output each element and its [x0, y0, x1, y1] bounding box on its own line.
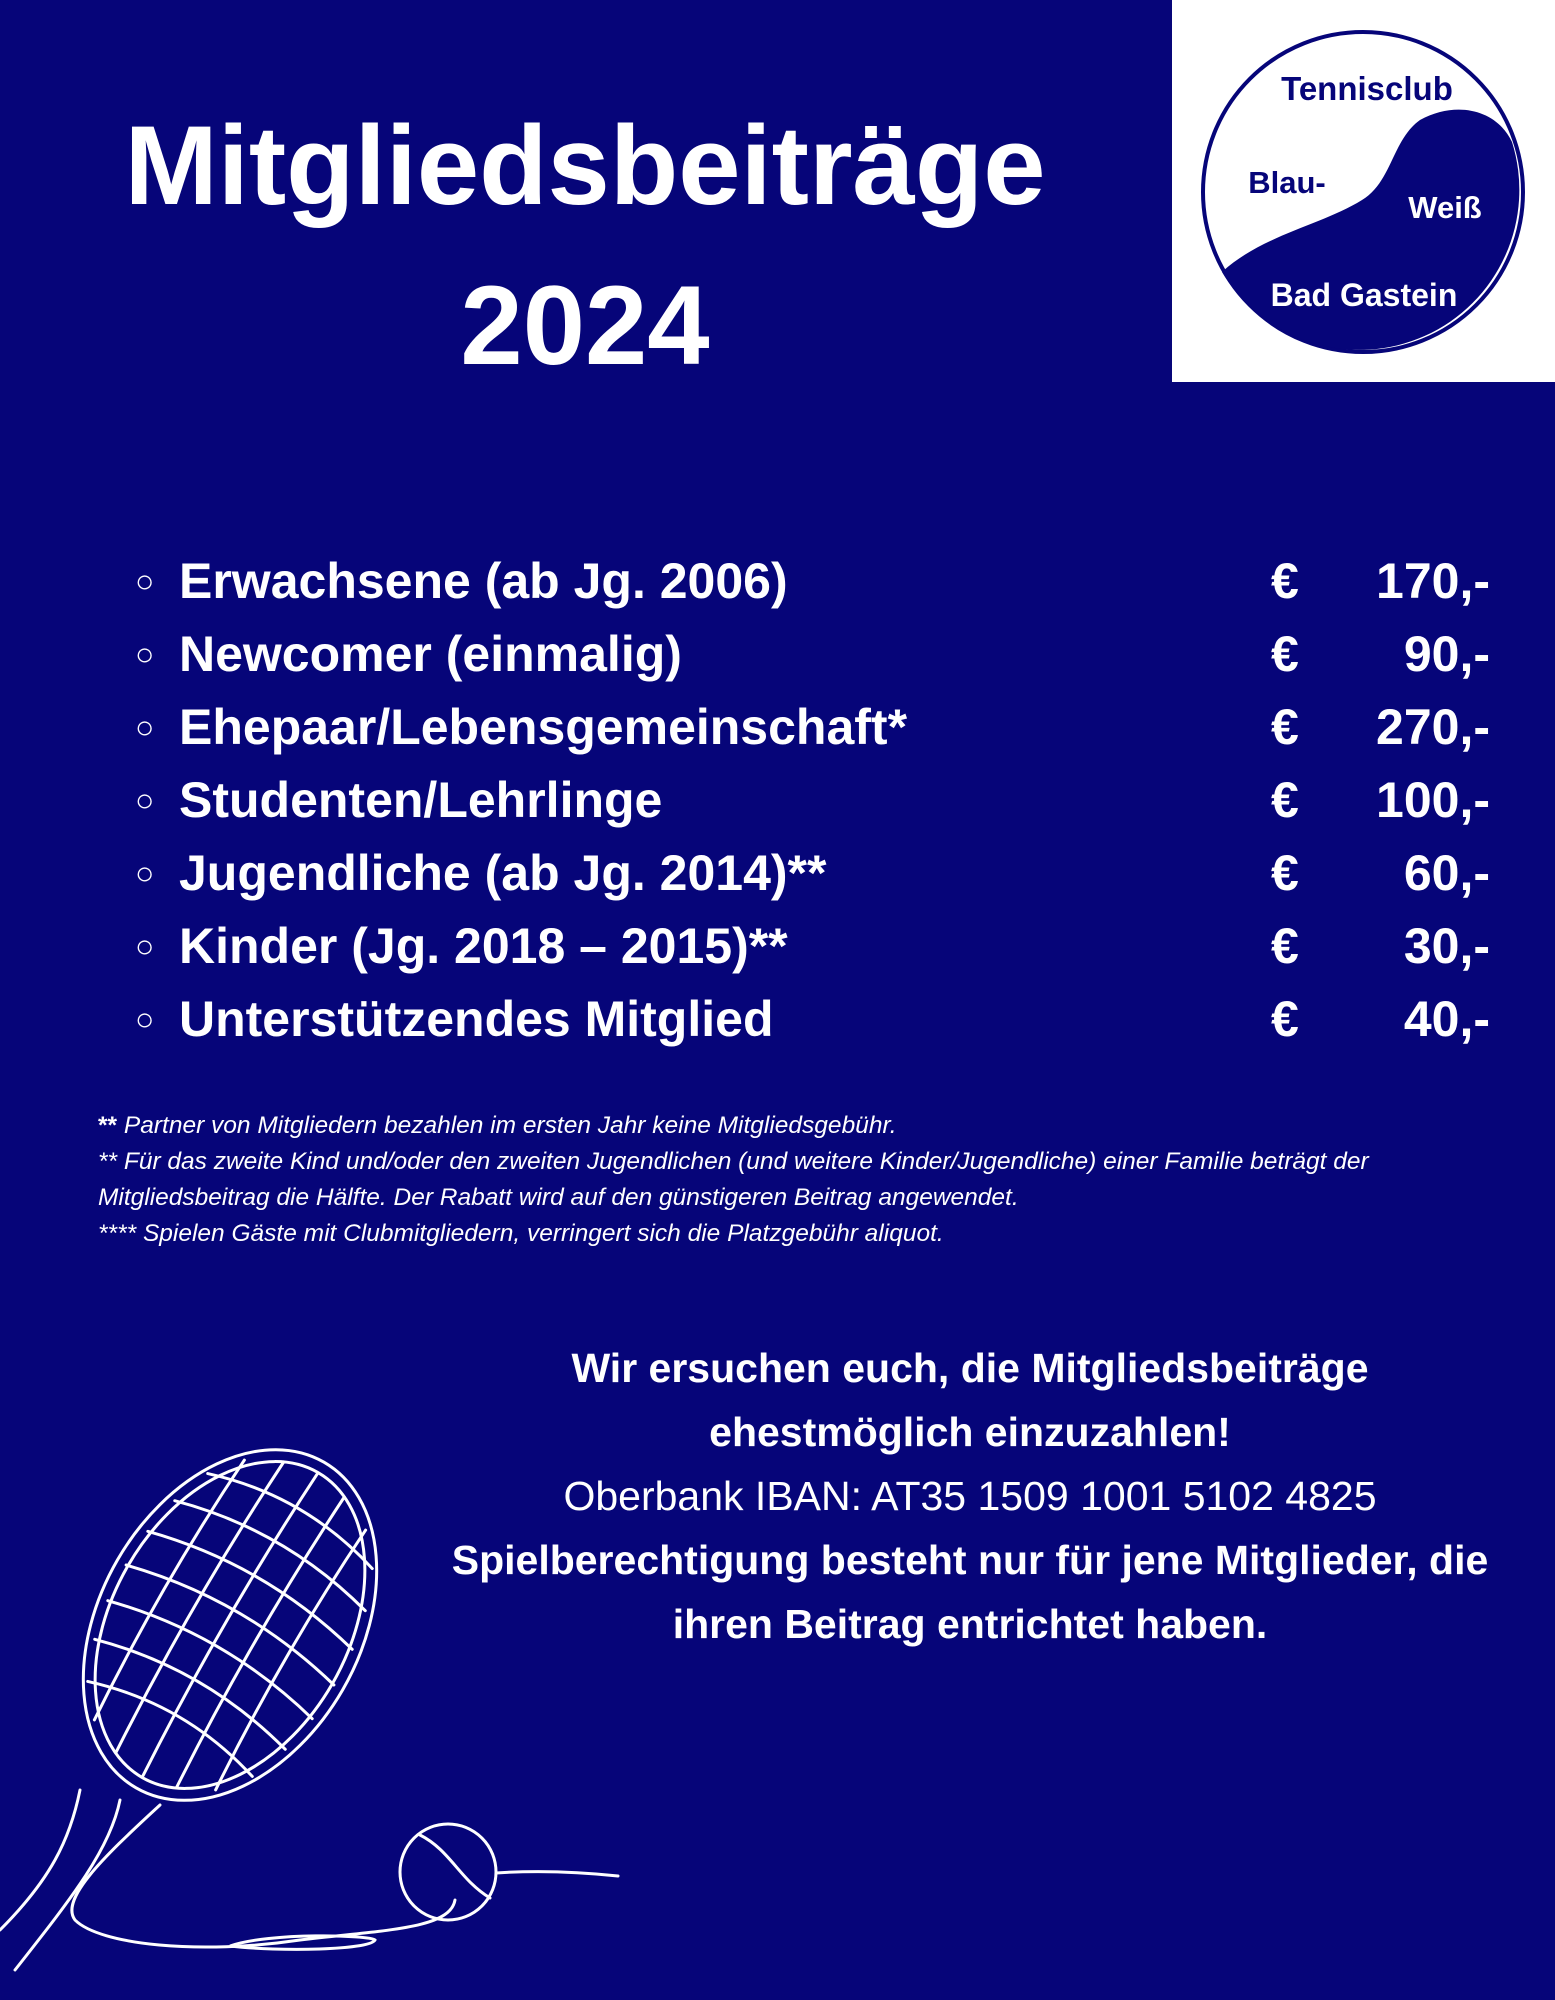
fee-amount: 30,- [1403, 918, 1490, 974]
fee-amount: 170,- [1376, 553, 1490, 609]
circle-bullet-icon: ○ [135, 709, 155, 745]
appeal-line-4: Spielberechtigung besteht nur für jene Mitglieder, die [451, 1537, 1489, 1583]
fee-label: Jugendliche (ab Jg. 2014)** [179, 845, 827, 901]
footnote-family-cont: Mitgliedsbeitrag die Hälfte. Der Rabatt wird auf den günstigeren Beitrag angewendet. [98, 1184, 1019, 1211]
fee-label: Newcomer (einmalig) [179, 626, 682, 682]
fee-currency: € [1271, 699, 1299, 755]
fee-currency: € [1271, 918, 1299, 974]
fee-label: Unterstützendes Mitglied [179, 991, 774, 1047]
footnote-marker: ** [98, 1112, 118, 1139]
footnote-family: ** Für das zweite Kind und/oder den zweiten Jugendlichen (und weitere Kinder/Jugendliche) einer Familie beträgt der [98, 1148, 1369, 1175]
fee-row [135, 983, 1495, 1056]
fee-amount: 270,- [1376, 699, 1490, 755]
iban-line: Oberbank IBAN: AT35 1509 1001 5102 4825 [563, 1473, 1377, 1519]
logo-text-right: Weiß [1408, 190, 1482, 225]
appeal-line-5: ihren Beitrag entrichtet haben. [672, 1601, 1268, 1647]
circle-bullet-icon: ○ [135, 928, 155, 964]
fee-row [135, 618, 1495, 691]
circle-bullet-icon: ○ [135, 855, 155, 891]
fee-label: Erwachsene (ab Jg. 2006) [179, 553, 788, 609]
footnotes [98, 1108, 1498, 1252]
logo-text-top: Tennisclub [1281, 70, 1453, 107]
fee-row [135, 910, 1495, 983]
page-title-line-1: Mitgliedsbeiträge [124, 103, 1046, 228]
fee-currency: € [1271, 772, 1299, 828]
circle-bullet-icon: ○ [135, 636, 155, 672]
fee-row [135, 545, 1495, 618]
page-title-year: 2024 [460, 263, 710, 388]
logo-text-left: Blau- [1248, 165, 1326, 200]
fee-list [135, 545, 1495, 1056]
circle-bullet-icon: ○ [135, 563, 155, 599]
appeal-line-1: Wir ersuchen euch, die Mitgliedsbeiträge [571, 1345, 1369, 1391]
fee-row [135, 837, 1495, 910]
fee-row [135, 764, 1495, 837]
fee-row [135, 691, 1495, 764]
fee-currency: € [1271, 845, 1299, 901]
fee-label: Kinder (Jg. 2018 – 2015)** [179, 918, 788, 974]
appeal-line-2: ehestmöglich einzuzahlen! [709, 1409, 1231, 1455]
club-logo [1172, 0, 1555, 382]
footnote-partner [98, 1108, 1498, 1144]
footnote-guests: **** Spielen Gäste mit Clubmitgliedern, verringert sich die Platzgebühr aliquot. [98, 1220, 944, 1247]
footnote-text: Partner von Mitgliedern bezahlen im ersten Jahr keine Mitgliedsgebühr. [117, 1112, 897, 1139]
fee-amount: 60,- [1403, 845, 1490, 901]
fee-amount: 100,- [1376, 772, 1490, 828]
fee-currency: € [1271, 991, 1299, 1047]
fee-currency: € [1271, 626, 1299, 682]
circle-bullet-icon: ○ [135, 782, 155, 818]
fee-currency: € [1271, 553, 1299, 609]
fee-amount: 90,- [1403, 626, 1490, 682]
fee-amount: 40,- [1403, 991, 1490, 1047]
logo-text-bottom: Bad Gastein [1270, 277, 1458, 313]
yin-yang-logo-icon [1172, 0, 1555, 382]
fee-label: Studenten/Lehrlinge [179, 772, 663, 828]
fee-label: Ehepaar/Lebensgemeinschaft* [179, 699, 908, 755]
tennis-racket-ball-icon [0, 1410, 640, 1980]
circle-bullet-icon: ○ [135, 1001, 155, 1037]
